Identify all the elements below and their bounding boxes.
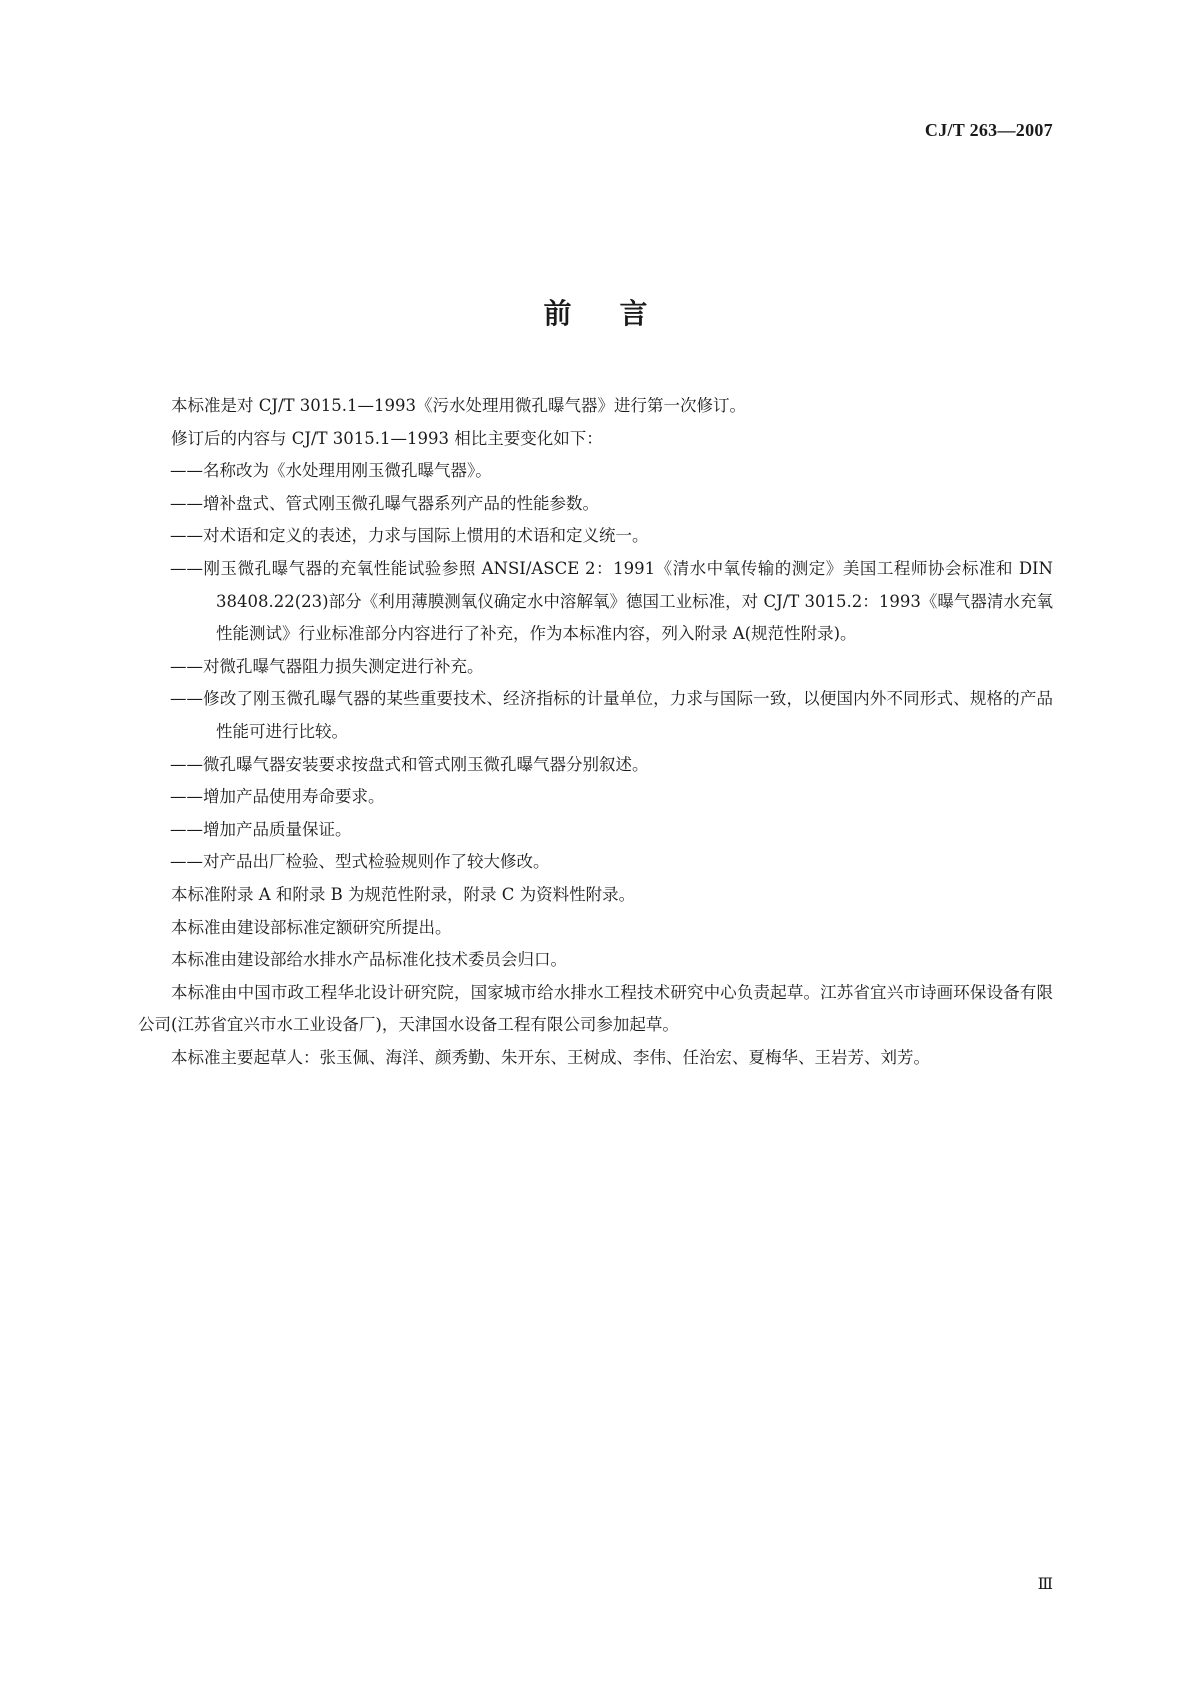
change-item: ——微孔曝气器安装要求按盘式和管式刚玉微孔曝气器分别叙述。: [170, 754, 649, 774]
change-item: ——增加产品质量保证。: [170, 819, 352, 839]
intro-paragraph: 本标准是对 CJ/T 3015.1—1993《污水处理用微孔曝气器》进行第一次修订。: [171, 396, 747, 415]
closing-paragraph: 本标准附录 A 和附录 B 为规范性附录，附录 C 为资料性附录。: [171, 884, 636, 904]
change-item: ——对术语和定义的表述，力求与国际上惯用的术语和定义统一。: [170, 526, 649, 546]
closing-paragraph: 本标准由建设部标准定额研究所提出。: [171, 917, 452, 937]
intro-paragraph: 修订后的内容与 CJ/T 3015.1—1993 相比主要变化如下：: [171, 428, 603, 448]
change-item: ——修改了刚玉微孔曝气器的某些重要技术、经济指标的计量单位，力求与国际一致，以便国内外不同形式、规格的产品性能可进行比较。: [170, 689, 1053, 741]
page-title: 前言: [543, 297, 696, 330]
change-item: ——对微孔曝气器阻力损失测定进行补充。: [170, 656, 484, 676]
closing-paragraph: 本标准由建设部给水排水产品标准化技术委员会归口。: [171, 950, 567, 970]
change-item: ——增加产品使用寿命要求。: [170, 787, 385, 807]
closing-paragraph: 本标准由中国市政工程华北设计研究院，国家城市给水排水工程技术研究中心负责起草。江苏省宜兴市诗画环保设备有限公司(江苏省宜兴市水工业设备厂)，天津国水设备工程有限公司参加起草。: [138, 982, 1053, 1035]
closing-paragraph: 本标准主要起草人：张玉佩、海洋、颜秀勤、朱开东、王树成、李伟、任治宏、夏梅华、王岩芳、刘芳。: [171, 1047, 930, 1067]
change-item: ——对产品出厂检验、型式检验规则作了较大修改。: [170, 852, 550, 872]
standard-code-header: CJ/T 263—2007: [924, 120, 1053, 140]
change-item: ——增补盘式、管式刚玉微孔曝气器系列产品的性能参数。: [170, 493, 599, 513]
page-number: Ⅲ: [1037, 1576, 1053, 1593]
change-item: ——名称改为《水处理用刚玉微孔曝气器》。: [170, 461, 492, 481]
foreword-body: [138, 390, 1053, 1074]
change-item: ——刚玉微孔曝气器的充氧性能试验参照 ANSI/ASCE 2：1991《清水中氧传输的测定》美国工程师协会标准和 DIN 38408.22(23)部分《利用薄膜测氧仪确定水中溶解氧》德国工业标准，对 CJ/T 3015.2：1993《曝气器清水充氧性能测试》行业标准部分内容进行了补充，作为本标准内容，列入附录 A(规范性附录)。: [170, 558, 1053, 644]
